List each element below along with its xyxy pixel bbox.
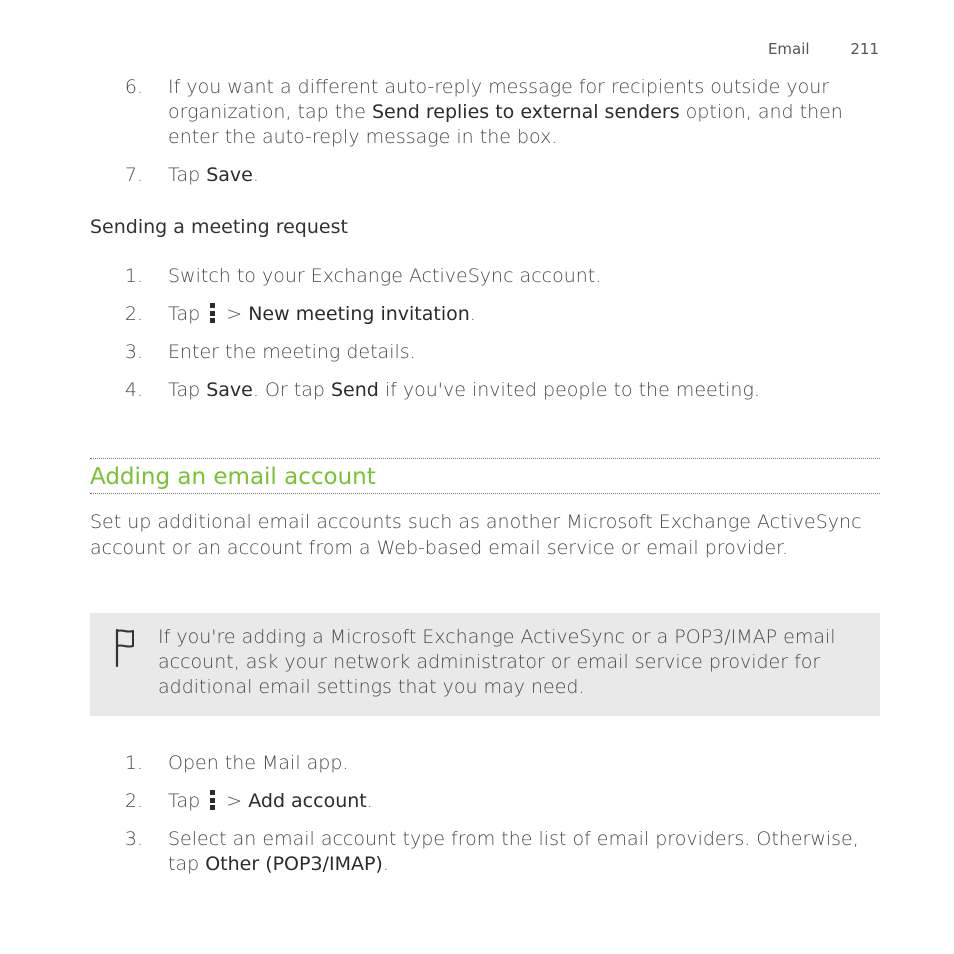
header-section: Email — [767, 40, 810, 58]
list-item — [90, 827, 880, 877]
section-title: Adding an email account — [90, 464, 376, 490]
step-emphasis: New meeting invitation — [248, 303, 470, 325]
subheading: Sending a meeting request — [90, 216, 348, 238]
list-item — [90, 264, 880, 289]
step-number: 7. — [124, 164, 143, 186]
step-text: Select an email account type from the list of email providers. Otherwise, tap — [168, 828, 859, 875]
step-number: 2. — [124, 790, 143, 812]
step-text: option, and then enter the auto-reply message in the box. — [168, 101, 843, 148]
list-item — [90, 789, 880, 814]
page-number: 211 — [850, 40, 879, 58]
step-emphasis: Send — [330, 379, 379, 401]
steps-list-meeting — [90, 264, 880, 403]
menu-icon — [210, 790, 216, 810]
step-number: 1. — [124, 265, 143, 287]
section-rule-top — [90, 458, 880, 459]
step-emphasis: Save — [206, 379, 253, 401]
flag-icon — [112, 628, 138, 668]
step-text: . — [382, 853, 389, 875]
list-item — [90, 75, 880, 150]
step-text: Enter the meeting details. — [168, 341, 416, 363]
step-text: Switch to your Exchange ActiveSync account. — [168, 265, 602, 287]
step-text: . — [366, 790, 373, 812]
note-text: If you're adding a Microsoft Exchange ActiveSync or a POP3/IMAP email account, ask your network administrator or email service provider for additional email settings that you may need. — [158, 626, 836, 698]
step-text: Open the Mail app. — [168, 752, 349, 774]
step-text: Tap — [168, 303, 201, 325]
step-separator: > — [220, 790, 249, 812]
steps-list-add-account — [90, 751, 880, 877]
step-emphasis: Add account — [248, 790, 367, 812]
step-text: if you've invited people to the meeting. — [378, 379, 760, 401]
list-item — [90, 340, 880, 365]
list-item — [90, 751, 880, 776]
step-text: . — [469, 303, 476, 325]
page-header — [768, 40, 879, 58]
list-item — [90, 302, 880, 327]
steps-list-autoreply — [90, 75, 880, 188]
step-number: 1. — [124, 752, 143, 774]
list-item — [90, 163, 880, 188]
menu-icon — [210, 303, 216, 323]
step-emphasis: Save — [206, 164, 253, 186]
step-emphasis: Send replies to external senders — [371, 101, 680, 123]
step-number: 2. — [124, 303, 143, 325]
step-separator: > — [220, 303, 249, 325]
step-emphasis: Other (POP3/IMAP) — [205, 853, 383, 875]
step-number: 6. — [124, 76, 143, 98]
step-text: . Or tap — [252, 379, 331, 401]
note-box — [90, 613, 880, 716]
section-rule-bottom — [90, 493, 880, 494]
intro-paragraph: Set up additional email accounts such as another Microsoft Exchange ActiveSync account or an account from a Web-based email service or email provider. — [90, 511, 862, 559]
step-number: 3. — [124, 828, 143, 850]
step-text: . — [252, 164, 259, 186]
step-text: If you want a different auto-reply message for recipients outside your organization, tap the — [168, 76, 830, 123]
step-number: 3. — [124, 341, 143, 363]
list-item — [90, 378, 880, 403]
step-text: Tap — [168, 379, 207, 401]
step-text: Tap — [168, 790, 201, 812]
step-text: Tap — [168, 164, 207, 186]
step-number: 4. — [124, 379, 143, 401]
